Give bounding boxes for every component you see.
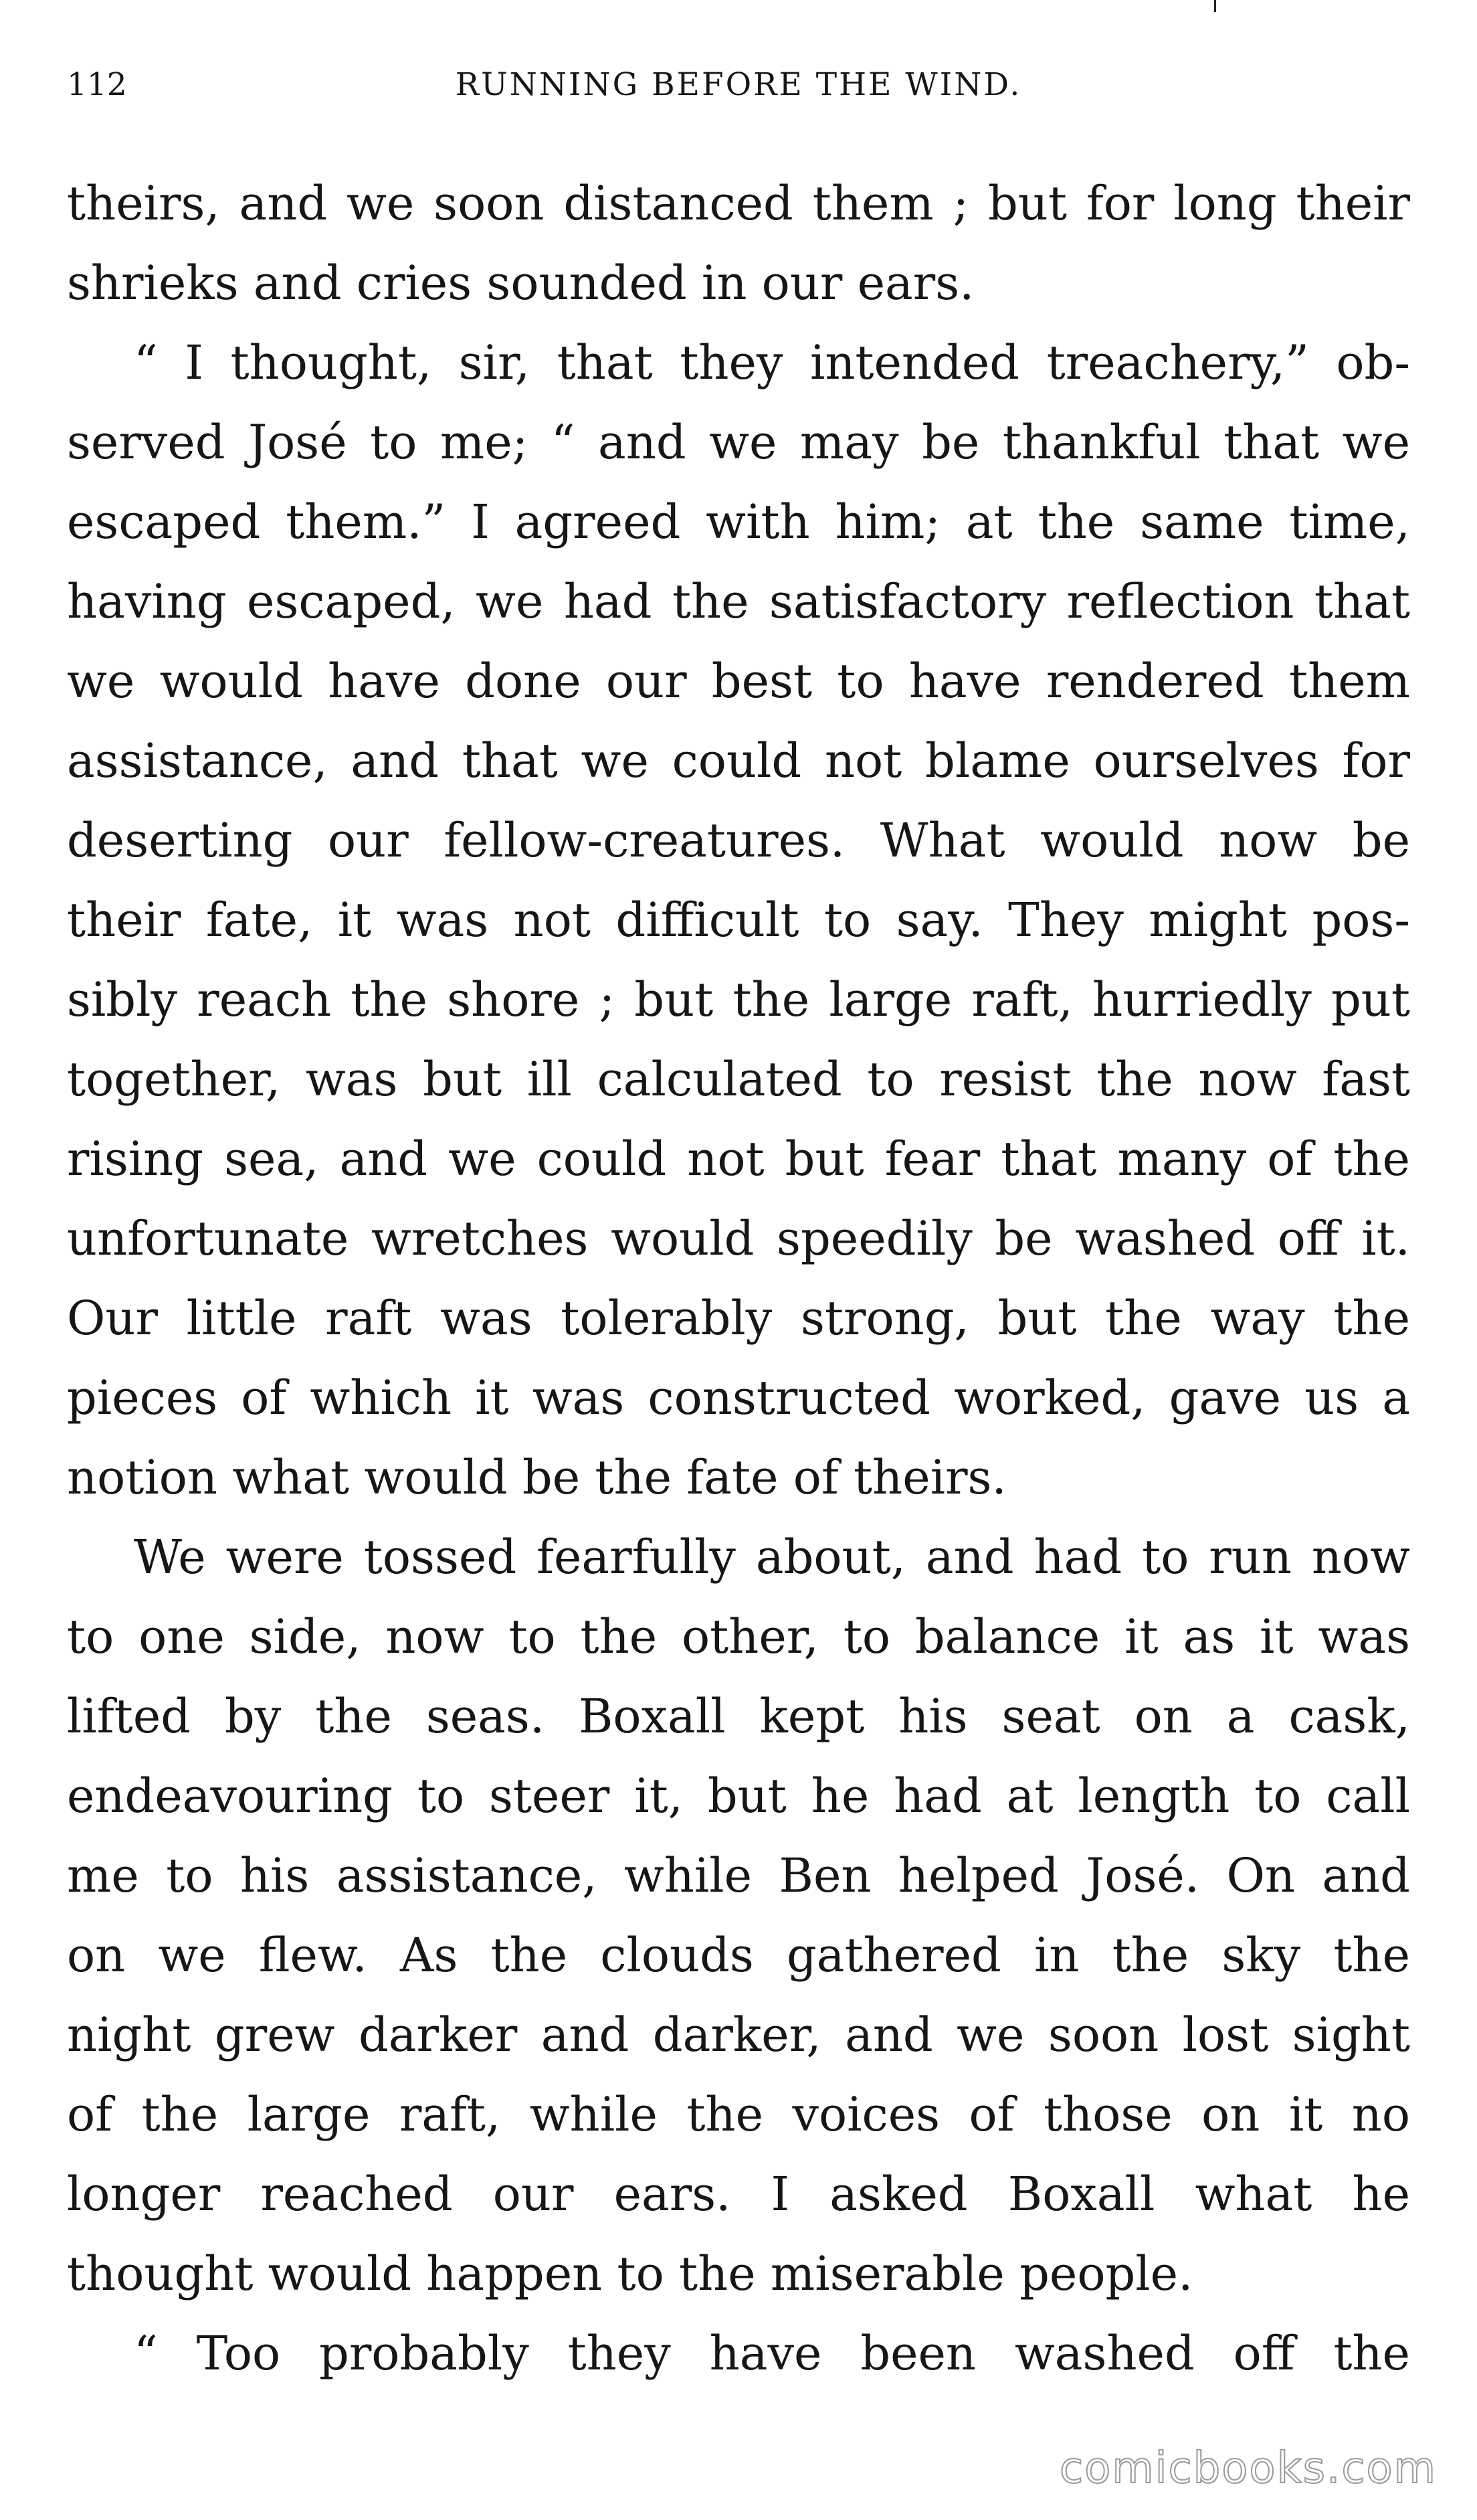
text-line: unfortunate wretches would speedily be washed off it. <box>67 1211 1410 1266</box>
text-line: Our little raft was tolerably strong, but the way the <box>67 1291 1410 1346</box>
text-line: thought would happen to the miserable people. <box>67 2246 1193 2301</box>
text-line: on we flew. As the clouds gathered in the sky the <box>67 1928 1410 1983</box>
text-line: escaped them.” I agreed with him; at the same time, <box>67 494 1410 549</box>
text-line: served José to me; “ and we may be thankful that we <box>67 415 1410 470</box>
text-line: longer reached our ears. I asked Boxall what he <box>67 2167 1410 2222</box>
text-line: “ Too probably they have been washed off the <box>134 2326 1410 2381</box>
text-line: to one side, now to the other, to balance it as it was <box>67 1609 1410 1664</box>
watermark: comicbooks.com <box>1059 2444 1437 2493</box>
text-line: pieces of which it was constructed worked, gave us a <box>67 1370 1410 1425</box>
running-title: RUNNING BEFORE THE WIND. <box>455 66 1022 103</box>
text-line: theirs, and we soon distanced them ; but for long their <box>67 176 1410 231</box>
text-line: shrieks and cries sounded in our ears. <box>67 256 975 310</box>
text-line: assistance, and that we could not blame ourselves for <box>67 733 1410 788</box>
page-number: 112 <box>67 66 127 103</box>
body-text <box>67 164 1410 2394</box>
text-line: together, was but ill calculated to resist the now fast <box>67 1052 1410 1107</box>
text-line: we would have done our best to have rendered them <box>67 654 1410 709</box>
text-line: having escaped, we had the satisfactory reflection that <box>67 574 1410 629</box>
text-line: night grew darker and darker, and we soon lost sight <box>67 2007 1410 2062</box>
text-line: sibly reach the shore ; but the large raft, hurriedly put <box>67 972 1410 1027</box>
text-line: rising sea, and we could not but fear that many of the <box>67 1132 1410 1186</box>
text-line: lifted by the seas. Boxall kept his seat on a cask, <box>67 1689 1410 1744</box>
text-line: “ I thought, sir, that they intended treachery,” ob- <box>134 335 1410 390</box>
text-line: me to his assistance, while Ben helped José. On and <box>67 1848 1410 1903</box>
text-line: their fate, it was not difficult to say. They might pos- <box>67 893 1410 948</box>
text-line: of the large raft, while the voices of those on it no <box>67 2087 1410 2142</box>
text-line: We were tossed fearfully about, and had to run now <box>134 1530 1410 1585</box>
text-line: notion what would be the fate of theirs. <box>67 1450 1007 1505</box>
text-line: deserting our fellow-creatures. What would now be <box>67 813 1410 868</box>
scan-mark <box>1214 0 1216 12</box>
text-line: endeavouring to steer it, but he had at length to call <box>67 1769 1410 1823</box>
running-head <box>67 62 1410 108</box>
